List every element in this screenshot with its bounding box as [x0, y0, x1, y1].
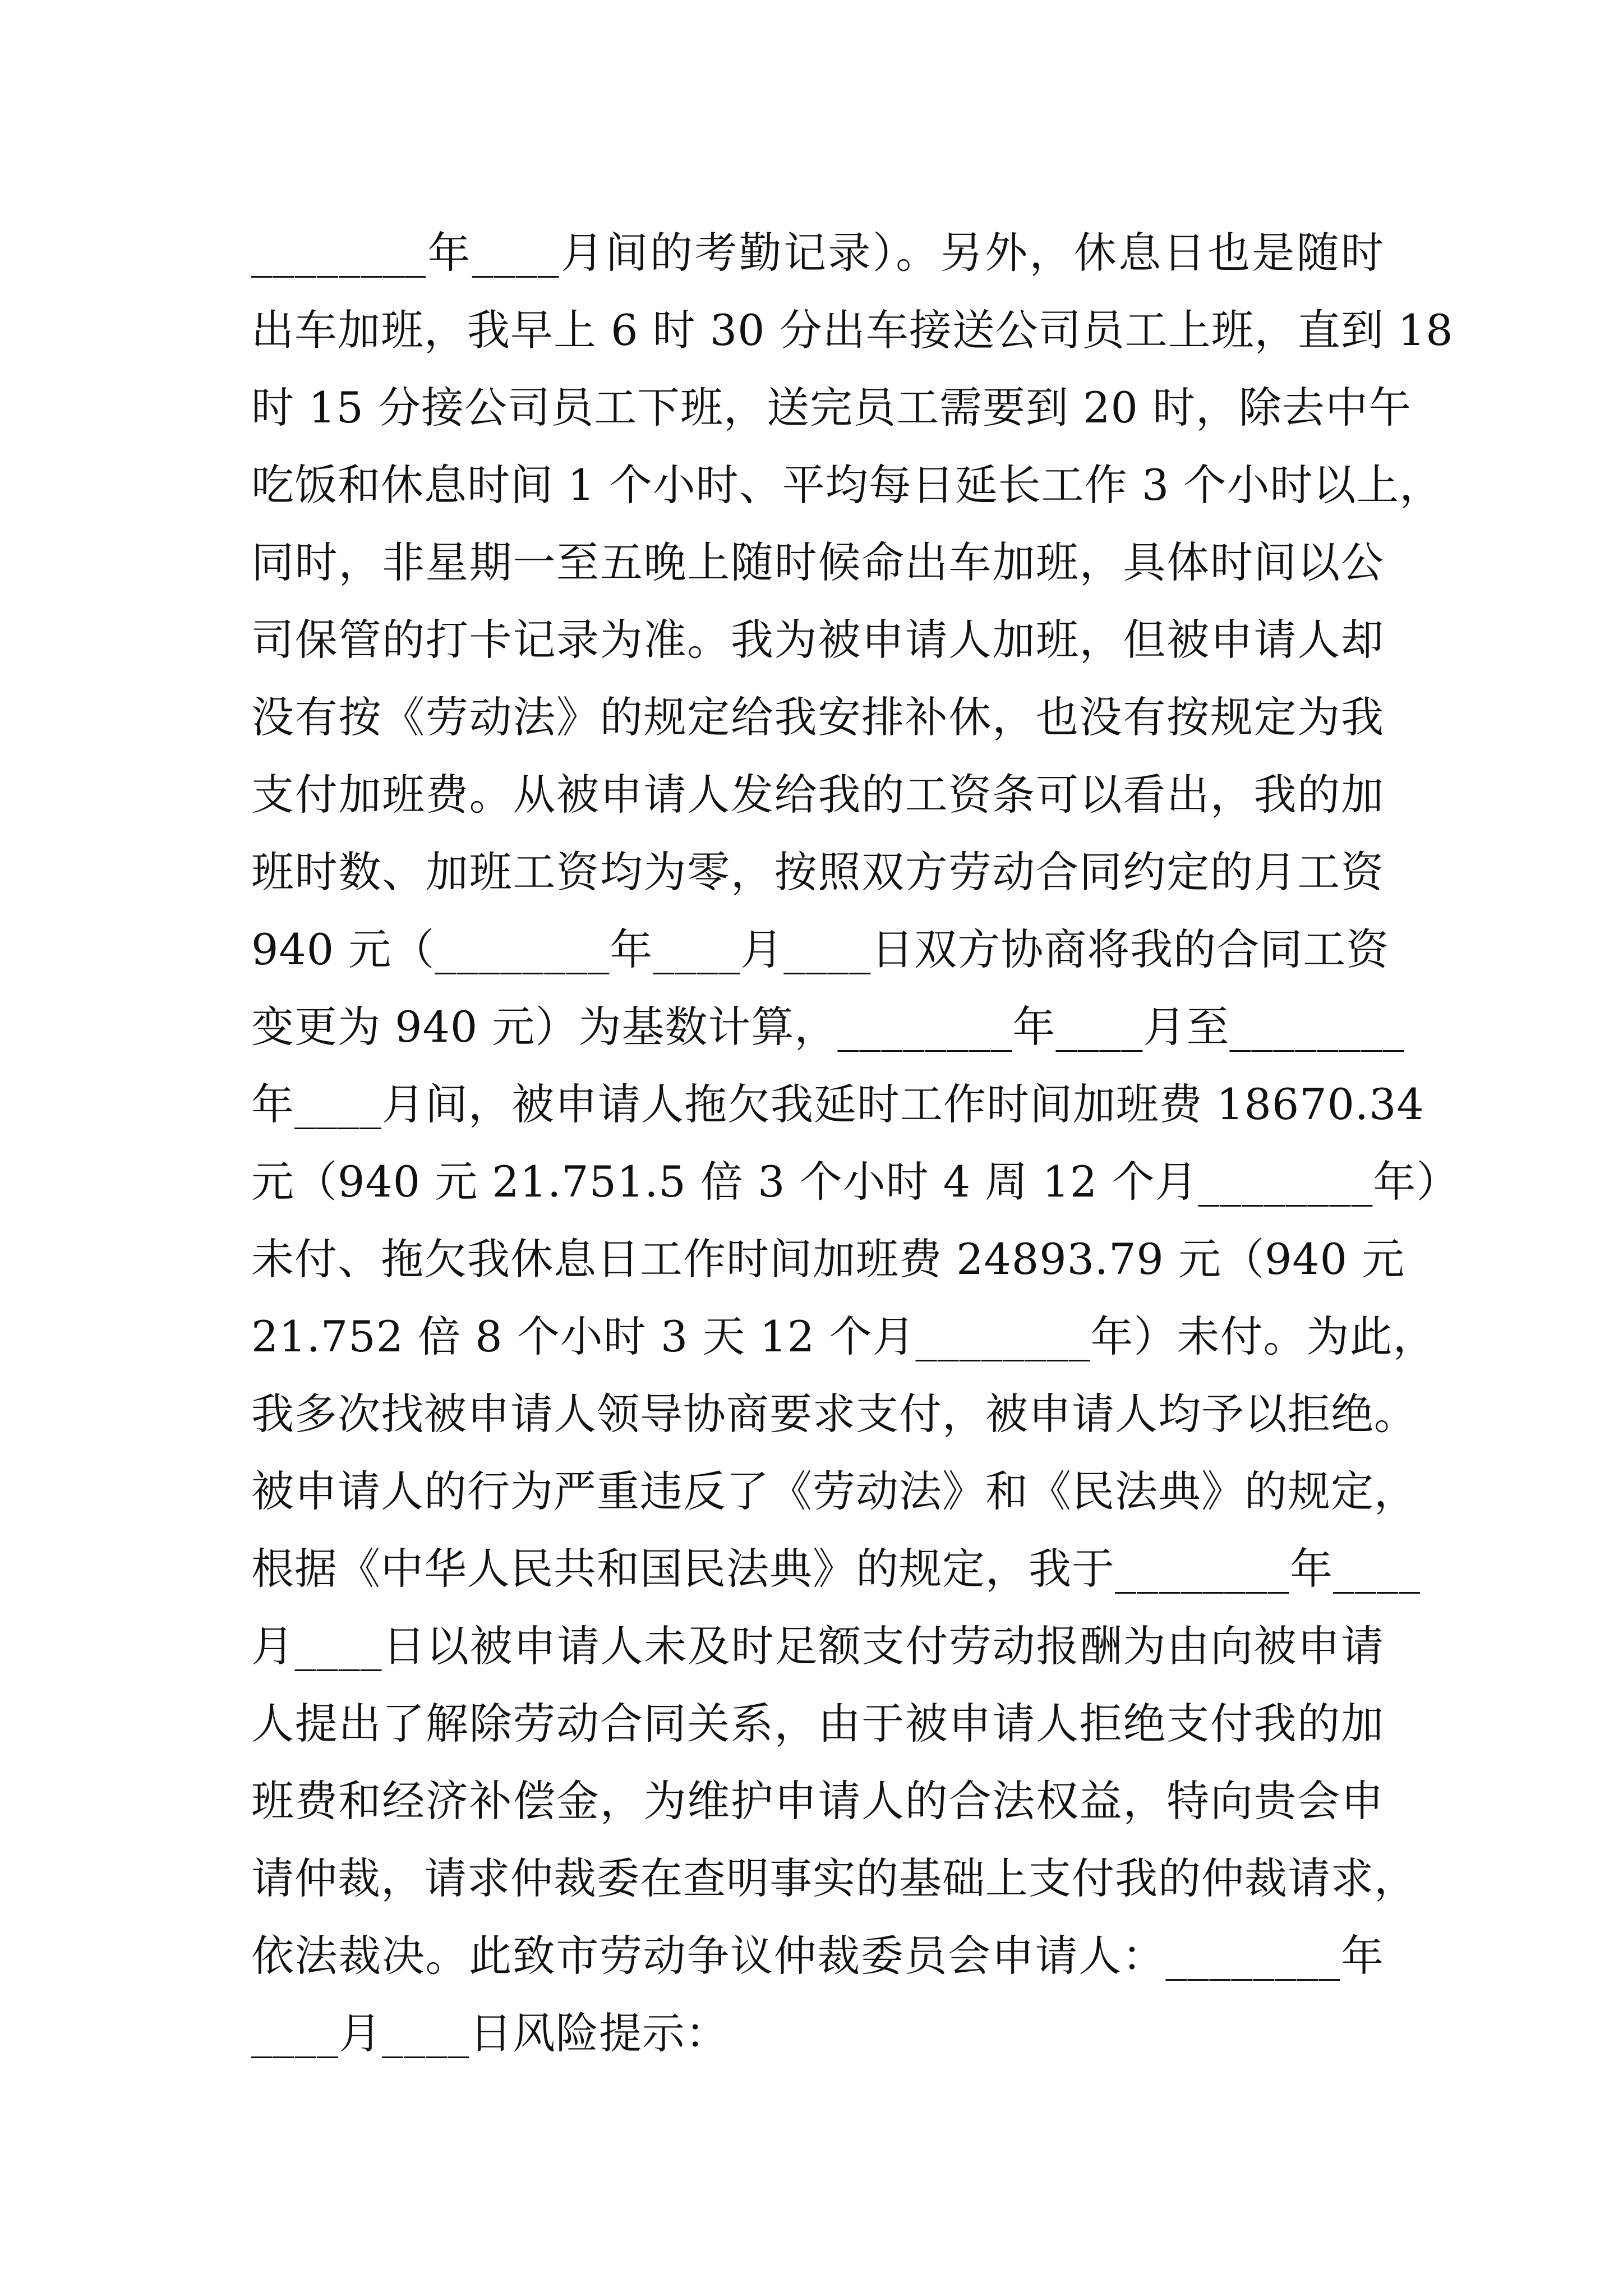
- text-line: 司保管的打卡记录为准。我为被申请人加班，但被申请人却: [251, 615, 1384, 665]
- text-line: 支付加班费。从被申请人发给我的工资条可以看出，我的加: [251, 770, 1384, 820]
- text-line: 班时数、加班工资均为零，按照双方劳动合同约定的月工资: [251, 847, 1384, 897]
- text-line: ________年____月间的考勤记录）。另外，休息日也是随时: [251, 228, 1384, 278]
- text-line: 班费和经济补偿金，为维护申请人的合法权益，特向贵会申: [251, 1776, 1384, 1826]
- text-line: 吃饭和休息时间 1 个小时、平均每日延长工作 3 个小时以上，: [251, 460, 1443, 510]
- text-line: 依法裁决。此致市劳动争议仲裁委员会申请人：________年: [251, 1931, 1384, 1981]
- text-line: 未付、拖欠我休息日工作时间加班费 24893.79 元（940 元: [251, 1234, 1405, 1284]
- text-line: 月____日以被申请人未及时足额支付劳动报酬为由向被申请: [251, 1621, 1384, 1671]
- text-line: 时 15 分接公司员工下班，送完员工需要到 20 时，除去中午: [251, 383, 1412, 432]
- body-text: [251, 214, 1460, 2072]
- text-line: 没有按《劳动法》的规定给我安排补休，也没有按规定为我: [251, 692, 1384, 742]
- text-line: 我多次找被申请人领导协商要求支付，被申请人均予以拒绝。: [251, 1389, 1417, 1439]
- text-line: ____月____日风险提示：: [251, 2008, 728, 2058]
- text-line: 请仲裁，请求仲裁委在查明事实的基础上支付我的仲裁请求，: [251, 1853, 1417, 1903]
- text-line: 21.752 倍 8 个小时 3 天 12 个月________年）未付。为此，: [251, 1312, 1436, 1361]
- text-line: 年____月间，被申请人拖欠我延时工作时间加班费 18670.34: [251, 1079, 1424, 1129]
- text-line: 元（940 元 21.751.5 倍 3 个小时 4 周 12 个月________年）: [251, 1157, 1460, 1207]
- text-line: 同时，非星期一至五晚上随时候命出车加班，具体时间以公: [251, 537, 1384, 587]
- text-line: 被申请人的行为严重违反了《劳动法》和《民法典》的规定，: [251, 1466, 1417, 1516]
- text-line: 人提出了解除劳动合同关系，由于被申请人拒绝支付我的加: [251, 1699, 1384, 1749]
- text-line: 出车加班，我早上 6 时 30 分出车接送公司员工上班，直到 18: [251, 305, 1454, 355]
- text-line: 变更为 940 元）为基数计算，________年____月至________: [251, 1002, 1405, 1052]
- text-line: 根据《中华人民共和国民法典》的规定，我于________年____: [251, 1544, 1421, 1594]
- text-line: 940 元（________年____月____日双方协商将我的合同工资: [251, 924, 1390, 974]
